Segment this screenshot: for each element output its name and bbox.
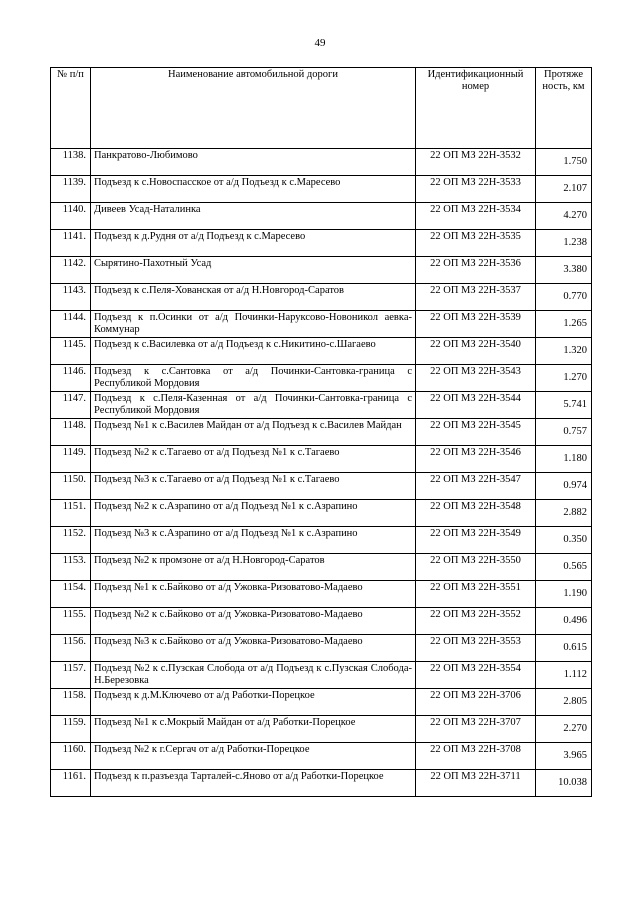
road-length: 1.265 (536, 311, 592, 338)
row-number: 1145. (51, 338, 91, 365)
road-length: 0.974 (536, 473, 592, 500)
row-number: 1156. (51, 635, 91, 662)
road-id: 22 ОП МЗ 22Н-3708 (416, 743, 536, 770)
road-length: 2.805 (536, 689, 592, 716)
table-row (51, 743, 592, 770)
table-row (51, 473, 592, 500)
road-name: Подъезд №3 к с.Азрапино от а/д Подъезд №1 к с.Азрапино (91, 527, 416, 554)
table-row (51, 716, 592, 743)
road-length: 3.380 (536, 257, 592, 284)
table-row (51, 446, 592, 473)
road-length: 1.238 (536, 230, 592, 257)
road-length: 2.270 (536, 716, 592, 743)
table-row (51, 608, 592, 635)
row-number: 1155. (51, 608, 91, 635)
table-row (51, 689, 592, 716)
row-number: 1149. (51, 446, 91, 473)
road-length: 0.757 (536, 419, 592, 446)
table-row (51, 338, 592, 365)
road-id: 22 ОП МЗ 22Н-3550 (416, 554, 536, 581)
road-name: Панкратово-Любимово (91, 149, 416, 176)
table-body (51, 149, 592, 797)
road-name: Подъезд к с.Василевка от а/д Подъезд к с.Никитино-с.Шагаево (91, 338, 416, 365)
road-name: Подъезд №1 к с.Василев Майдан от а/д Подъезд к с.Василев Майдан (91, 419, 416, 446)
road-length: 1.750 (536, 149, 592, 176)
row-number: 1161. (51, 770, 91, 797)
road-id: 22 ОП МЗ 22Н-3537 (416, 284, 536, 311)
road-name: Подъезд к п.Осинки от а/д Починки-Наруксово-Новоникол аевка-Коммунар (91, 311, 416, 338)
row-number: 1159. (51, 716, 91, 743)
road-name: Подъезд №3 к с.Тагаево от а/д Подъезд №1 к с.Тагаево (91, 473, 416, 500)
header-num: № п/п (51, 68, 91, 149)
table-row (51, 176, 592, 203)
road-id: 22 ОП МЗ 22Н-3706 (416, 689, 536, 716)
road-name: Подъезд №2 к с.Пузская Слобода от а/д Подъезд к с.Пузская Слобода-Н.Березовка (91, 662, 416, 689)
road-length: 1.270 (536, 365, 592, 392)
road-id: 22 ОП МЗ 22Н-3535 (416, 230, 536, 257)
row-number: 1142. (51, 257, 91, 284)
road-id: 22 ОП МЗ 22Н-3539 (416, 311, 536, 338)
road-length: 3.965 (536, 743, 592, 770)
table-row (51, 230, 592, 257)
table-row (51, 149, 592, 176)
road-id: 22 ОП МЗ 22Н-3532 (416, 149, 536, 176)
road-name: Подъезд к д.Рудня от а/д Подъезд к с.Маресево (91, 230, 416, 257)
row-number: 1158. (51, 689, 91, 716)
road-length: 1.112 (536, 662, 592, 689)
table-row (51, 500, 592, 527)
table-row (51, 392, 592, 419)
row-number: 1144. (51, 311, 91, 338)
road-length: 4.270 (536, 203, 592, 230)
road-id: 22 ОП МЗ 22Н-3552 (416, 608, 536, 635)
header-id: Идентификационный номер (416, 68, 536, 149)
road-name: Подъезд к д.М.Ключево от а/д Работки-Порецкое (91, 689, 416, 716)
row-number: 1148. (51, 419, 91, 446)
table-row (51, 365, 592, 392)
row-number: 1146. (51, 365, 91, 392)
road-id: 22 ОП МЗ 22Н-3548 (416, 500, 536, 527)
road-length: 1.190 (536, 581, 592, 608)
road-id: 22 ОП МЗ 22Н-3546 (416, 446, 536, 473)
row-number: 1139. (51, 176, 91, 203)
road-name: Подъезд №1 к с.Байково от а/д Ужовка-Ризоватово-Мадаево (91, 581, 416, 608)
table-row (51, 554, 592, 581)
road-id: 22 ОП МЗ 22Н-3554 (416, 662, 536, 689)
roads-table (50, 67, 592, 797)
road-name: Подъезд к с.Пеля-Хованская от а/д Н.Новгород-Саратов (91, 284, 416, 311)
road-id: 22 ОП МЗ 22Н-3547 (416, 473, 536, 500)
table-row (51, 284, 592, 311)
road-name: Подъезд №2 к промзоне от а/д Н.Новгород-Саратов (91, 554, 416, 581)
road-name: Подъезд к с.Новоспасское от а/д Подъезд к с.Маресево (91, 176, 416, 203)
road-length: 1.180 (536, 446, 592, 473)
road-id: 22 ОП МЗ 22Н-3707 (416, 716, 536, 743)
road-name: Подъезд к п.разъезда Тарталей-с.Яново от а/д Работки-Порецкое (91, 770, 416, 797)
road-id: 22 ОП МЗ 22Н-3711 (416, 770, 536, 797)
road-length: 2.882 (536, 500, 592, 527)
table-row (51, 662, 592, 689)
road-length: 2.107 (536, 176, 592, 203)
road-name: Подъезд №2 к г.Сергач от а/д Работки-Порецкое (91, 743, 416, 770)
road-length: 0.615 (536, 635, 592, 662)
road-name: Подъезд №2 к с.Тагаево от а/д Подъезд №1 к с.Тагаево (91, 446, 416, 473)
road-length: 1.320 (536, 338, 592, 365)
road-name: Подъезд к с.Пеля-Казенная от а/д Починки-Сантовка-граница с Республикой Мордовия (91, 392, 416, 419)
row-number: 1151. (51, 500, 91, 527)
row-number: 1153. (51, 554, 91, 581)
table-row (51, 635, 592, 662)
row-number: 1143. (51, 284, 91, 311)
row-number: 1138. (51, 149, 91, 176)
road-length: 5.741 (536, 392, 592, 419)
road-name: Подъезд №2 к с.Байково от а/д Ужовка-Ризоватово-Мадаево (91, 608, 416, 635)
table-row (51, 311, 592, 338)
road-id: 22 ОП МЗ 22Н-3534 (416, 203, 536, 230)
table-row (51, 527, 592, 554)
road-id: 22 ОП МЗ 22Н-3544 (416, 392, 536, 419)
road-length: 0.770 (536, 284, 592, 311)
road-id: 22 ОП МЗ 22Н-3536 (416, 257, 536, 284)
road-id: 22 ОП МЗ 22Н-3551 (416, 581, 536, 608)
road-id: 22 ОП МЗ 22Н-3540 (416, 338, 536, 365)
road-name: Подъезд №1 к с.Мокрый Майдан от а/д Работки-Порецкое (91, 716, 416, 743)
road-length: 0.565 (536, 554, 592, 581)
road-id: 22 ОП МЗ 22Н-3545 (416, 419, 536, 446)
row-number: 1140. (51, 203, 91, 230)
header-name: Наименование автомобильной дороги (91, 68, 416, 149)
row-number: 1147. (51, 392, 91, 419)
table-row (51, 203, 592, 230)
road-id: 22 ОП МЗ 22Н-3543 (416, 365, 536, 392)
table-row (51, 770, 592, 797)
header-length: Протяже ность, км (536, 68, 592, 149)
table-row (51, 419, 592, 446)
row-number: 1141. (51, 230, 91, 257)
row-number: 1160. (51, 743, 91, 770)
page-number: 49 (314, 37, 326, 49)
road-id: 22 ОП МЗ 22Н-3533 (416, 176, 536, 203)
row-number: 1152. (51, 527, 91, 554)
table-row (51, 257, 592, 284)
road-length: 0.350 (536, 527, 592, 554)
row-number: 1150. (51, 473, 91, 500)
header-row (51, 68, 592, 149)
road-id: 22 ОП МЗ 22Н-3553 (416, 635, 536, 662)
road-length: 0.496 (536, 608, 592, 635)
table-row (51, 581, 592, 608)
road-name: Подъезд №2 к с.Азрапино от а/д Подъезд №1 к с.Азрапино (91, 500, 416, 527)
road-id: 22 ОП МЗ 22Н-3549 (416, 527, 536, 554)
road-name: Подъезд к с.Сантовка от а/д Починки-Сантовка-граница с Республикой Мордовия (91, 365, 416, 392)
road-name: Подъезд №3 к с.Байково от а/д Ужовка-Ризоватово-Мадаево (91, 635, 416, 662)
road-length: 10.038 (536, 770, 592, 797)
row-number: 1157. (51, 662, 91, 689)
row-number: 1154. (51, 581, 91, 608)
road-name: Сырятино-Пахотный Усад (91, 257, 416, 284)
road-name: Дивеев Усад-Наталинка (91, 203, 416, 230)
